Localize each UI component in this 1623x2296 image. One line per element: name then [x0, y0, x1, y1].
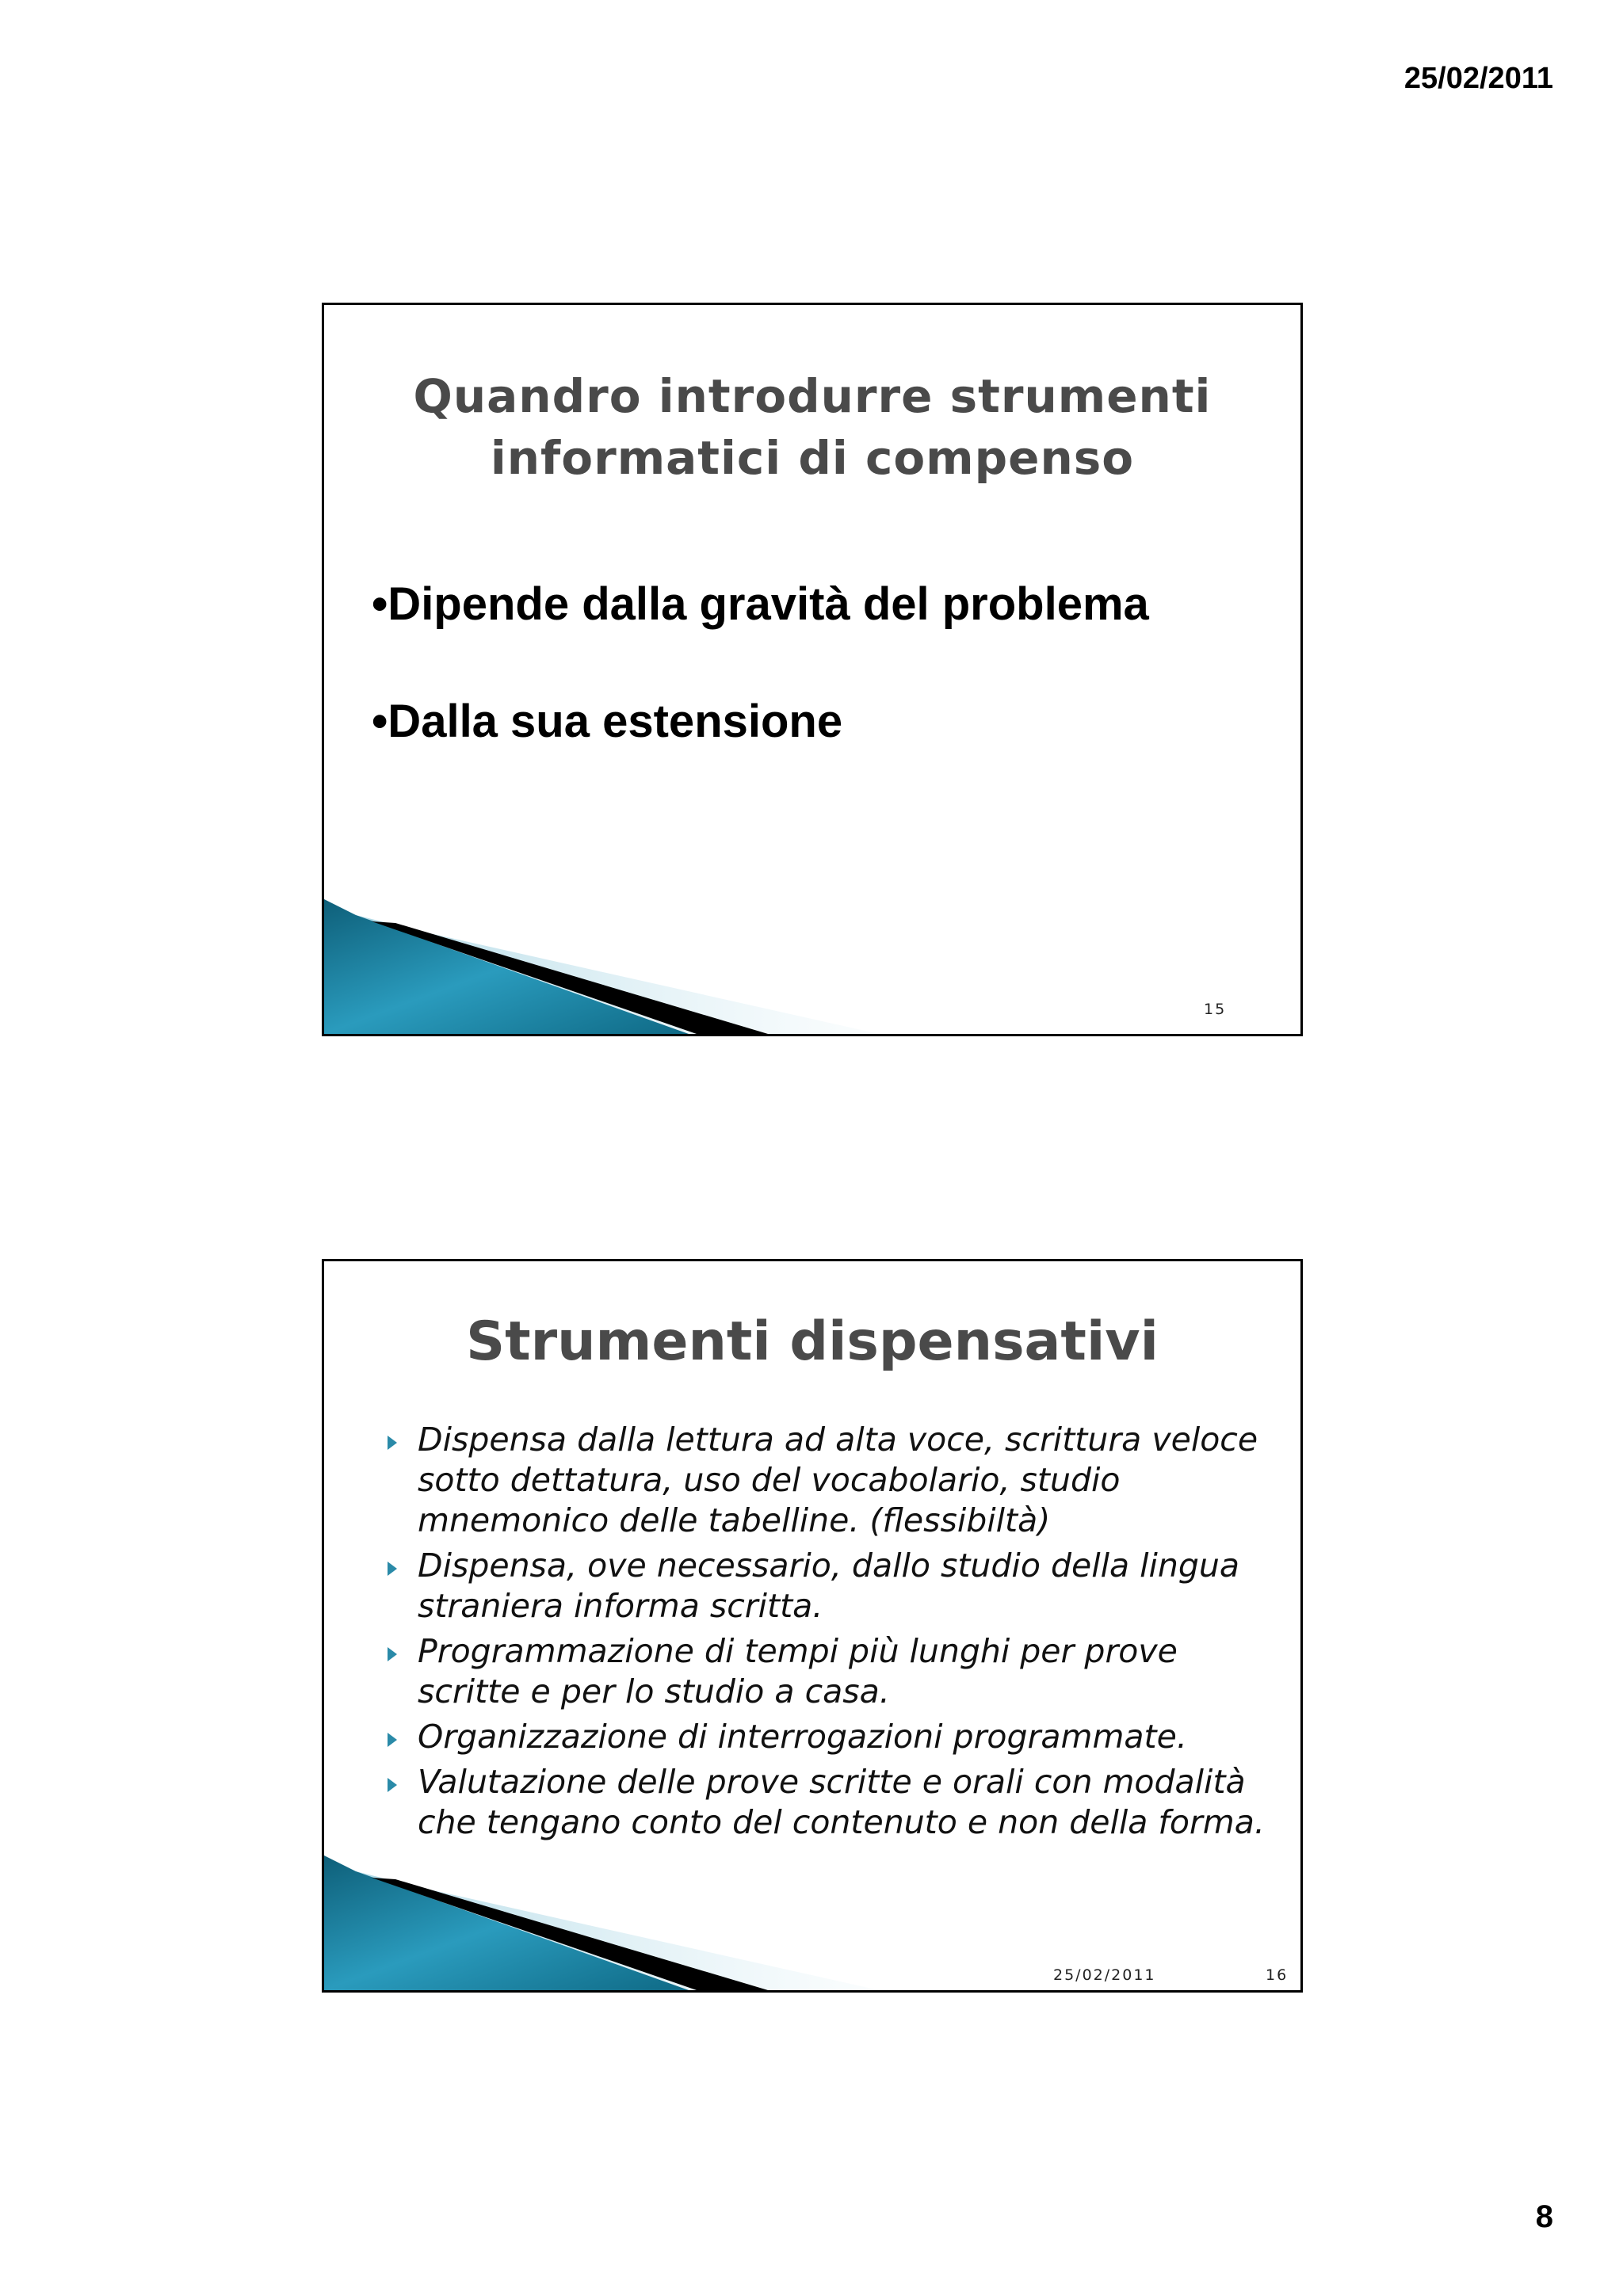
bullet-point: •Dipende dalla gravità del problema — [372, 578, 1149, 630]
slide-date: 25/02/2011 — [1053, 1966, 1156, 1984]
slide-title-line-1: Quandro introdurre strumenti — [413, 369, 1212, 423]
list-item-text: Dispensa dalla lettura ad alta voce, scrittura veloce sotto dettatura, uso del vocabolario, studio mnemonico delle tabelline. (flessibiltà) — [418, 1421, 1258, 1539]
bullet-point: •Dalla sua estensione — [372, 696, 843, 747]
slide-16 — [322, 1259, 1303, 1993]
page-number: 8 — [1535, 2199, 1553, 2234]
list-item — [386, 1631, 1266, 1712]
slide-title — [324, 365, 1300, 489]
page-date: 25/02/2011 — [1403, 62, 1553, 95]
slide-15 — [322, 303, 1303, 1036]
swoosh-decoration — [324, 1855, 1303, 1990]
list-item-text: Programmazione di tempi più lunghi per prove scritte e per lo studio a casa. — [418, 1632, 1178, 1711]
triangle-bullet-icon — [388, 1436, 397, 1450]
slide-title-line-2: informatici di compenso — [490, 431, 1135, 485]
list-item-text: Organizzazione di interrogazioni programmate. — [418, 1718, 1187, 1756]
triangle-bullet-icon — [388, 1562, 397, 1576]
list-item-text: Valutazione delle prove scritte e orali con modalità che tengano conto del contenuto e non della forma. — [418, 1763, 1265, 1841]
triangle-bullet-icon — [388, 1733, 397, 1747]
slide-number: 16 — [1266, 1966, 1289, 1984]
list-item — [386, 1546, 1266, 1627]
slide-title: Strumenti dispensativi — [466, 1310, 1159, 1373]
slide-number: 15 — [1204, 1001, 1227, 1018]
list-item — [386, 1717, 1266, 1757]
list-item — [386, 1762, 1266, 1843]
list-item — [386, 1420, 1266, 1541]
list-item-text: Dispensa, ove necessario, dallo studio della lingua straniera informa scritta. — [418, 1547, 1240, 1625]
triangle-bullet-icon — [388, 1647, 397, 1661]
bullet-list — [386, 1420, 1266, 1848]
swoosh-decoration — [324, 899, 1303, 1034]
triangle-bullet-icon — [388, 1778, 397, 1792]
